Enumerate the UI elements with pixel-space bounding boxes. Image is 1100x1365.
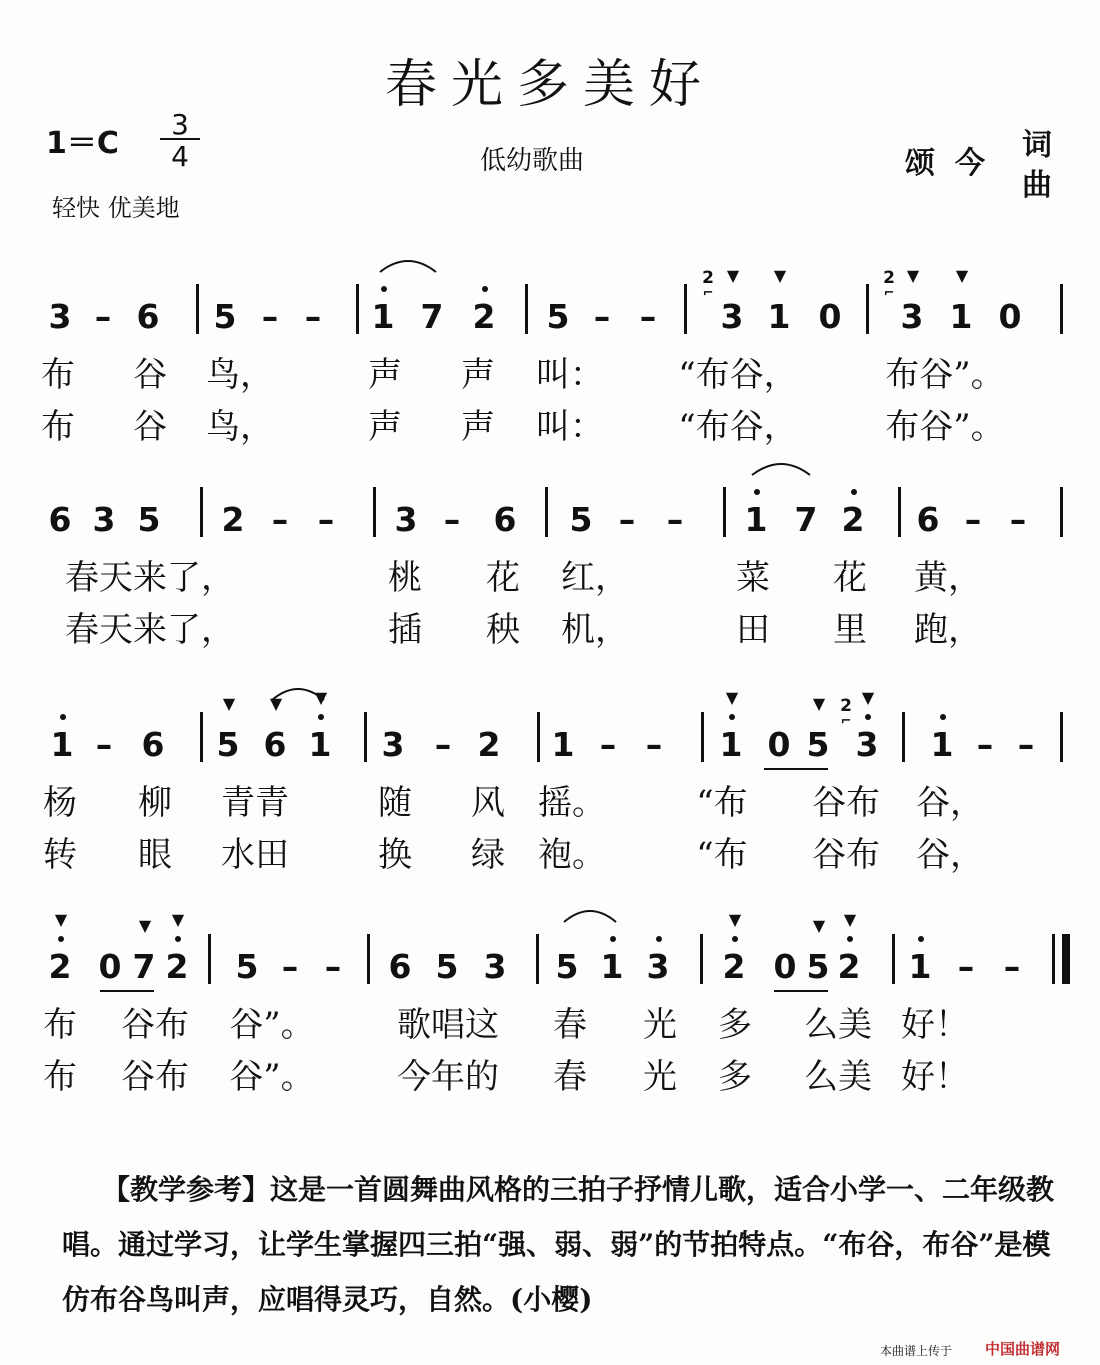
note: 1 [50, 725, 74, 764]
accent-mark: ▼ [314, 688, 328, 707]
note: – [957, 947, 975, 986]
subtitle: 低幼歌曲 [480, 146, 585, 176]
lyric-syllable: 好！ [901, 1057, 969, 1097]
bar-line [545, 487, 548, 537]
note: 3 [48, 297, 72, 336]
lyric-syllable: 多 [718, 1005, 752, 1045]
bar-line [902, 712, 905, 762]
note: 2 [221, 500, 245, 539]
lyric-syllable: 青青 [221, 783, 289, 823]
slur [564, 906, 616, 926]
note: 2 [477, 725, 501, 764]
note: 0 [98, 947, 122, 986]
note: – [666, 500, 684, 539]
lyric-syllable: 么美 [804, 1057, 872, 1097]
accent-mark: ▼ [906, 266, 920, 285]
meter-denominator: 4 [160, 138, 200, 173]
lyric-syllable: 谷 [133, 407, 167, 447]
note: 1 [371, 297, 395, 336]
bar-line [1052, 934, 1055, 984]
note: 6 [916, 500, 940, 539]
lyric-syllable: 布 [43, 1005, 77, 1045]
slur [380, 256, 436, 276]
lyric-syllable: 春天来了， [65, 610, 235, 650]
bar-line [684, 284, 687, 334]
note: 1 [308, 725, 332, 764]
note: – [1009, 500, 1027, 539]
octave-dot [610, 936, 616, 942]
lyric-syllable: 田 [736, 610, 770, 650]
eighth-underline [764, 768, 828, 770]
accent-mark: ▼ [861, 688, 875, 707]
note: 3 [646, 947, 670, 986]
note: 6 [48, 500, 72, 539]
lyric-syllable: “布谷， [678, 407, 798, 447]
lyric-syllable: 桃 [388, 558, 422, 598]
lyric-syllable: 谷布 [121, 1005, 189, 1045]
accent-mark: ▼ [222, 694, 236, 713]
note: 5 [137, 500, 161, 539]
lyric-syllable: 跑， [914, 610, 982, 650]
note: 1 [908, 947, 932, 986]
bar-line [356, 284, 359, 334]
note: – [317, 500, 335, 539]
accent-mark: ▼ [725, 688, 739, 707]
accent-mark: ▼ [812, 694, 826, 713]
eighth-underline [774, 990, 828, 992]
bar-line [208, 934, 211, 984]
lyric-syllable: 声 [368, 407, 402, 447]
note: – [94, 297, 112, 336]
bar-line [364, 712, 367, 762]
octave-dot [381, 286, 387, 292]
note: 5 [555, 947, 579, 986]
lyric-syllable: 柳 [138, 783, 172, 823]
note: – [95, 725, 113, 764]
note: 5 [546, 297, 570, 336]
octave-dot [656, 936, 662, 942]
grace-note-target: ⌐ [702, 286, 714, 301]
note: 0 [998, 297, 1022, 336]
octave-dot [318, 714, 324, 720]
grace-note [840, 698, 852, 728]
bar-line [536, 934, 539, 984]
note: 6 [136, 297, 160, 336]
lyric-syllable: 声 [461, 355, 495, 395]
octave-dot [729, 714, 735, 720]
lyric-syllable: 摇。 [538, 783, 606, 823]
meter-numerator: 3 [171, 108, 189, 141]
lyric-syllable: 机， [561, 610, 629, 650]
note: 5 [806, 947, 830, 986]
lyric-syllable: 随 [378, 783, 412, 823]
lyric-syllable: 里 [833, 610, 867, 650]
lyric-syllable: 谷 [133, 355, 167, 395]
note: 0 [773, 947, 797, 986]
lyric-syllable: 好！ [901, 1005, 969, 1045]
note: 0 [818, 297, 842, 336]
lyric-syllable: 谷”。 [229, 1057, 315, 1097]
bar-line [525, 284, 528, 334]
bar-line [196, 284, 199, 334]
note: – [976, 725, 994, 764]
final-bar-line [1062, 934, 1070, 984]
lyric-syllable: “布 [696, 783, 748, 823]
credit-lyric: 词 [1022, 128, 1052, 163]
note: – [964, 500, 982, 539]
bar-line [1060, 284, 1063, 334]
note: 3 [900, 297, 924, 336]
grace-note-target: ⌐ [840, 714, 852, 729]
lyric-syllable: 春 [553, 1057, 587, 1097]
note: 6 [141, 725, 165, 764]
grace-note-target: ⌐ [883, 286, 895, 301]
note: 1 [949, 297, 973, 336]
lyric-syllable: 叫： [536, 355, 604, 395]
octave-dot [940, 714, 946, 720]
lyric-syllable: 么美 [804, 1005, 872, 1045]
bar-line [1060, 712, 1063, 762]
bar-line [701, 712, 704, 762]
note: – [304, 297, 322, 336]
lyric-syllable: 菜 [736, 558, 770, 598]
lyric-syllable: 花 [833, 558, 867, 598]
lyric-syllable: 杨 [43, 783, 77, 823]
note: – [434, 725, 452, 764]
note: 3 [381, 725, 405, 764]
lyric-syllable: 谷布 [812, 835, 880, 875]
note: 3 [92, 500, 116, 539]
octave-dot [482, 286, 488, 292]
bar-line [866, 284, 869, 334]
note: 6 [388, 947, 412, 986]
accent-mark: ▼ [54, 910, 68, 929]
bar-line [898, 487, 901, 537]
octave-dot [754, 489, 760, 495]
octave-dot [847, 936, 853, 942]
accent-mark: ▼ [726, 266, 740, 285]
note: – [618, 500, 636, 539]
note: – [281, 947, 299, 986]
lyric-syllable: 春天来了， [65, 558, 235, 598]
footer-text: 本曲谱上传于 [880, 1344, 953, 1358]
note: 1 [600, 947, 624, 986]
lyric-syllable: “布 [696, 835, 748, 875]
lyric-syllable: 春 [553, 1005, 587, 1045]
bar-line [367, 934, 370, 984]
lyric-syllable: 布 [41, 355, 75, 395]
lyric-syllable: 秧 [486, 610, 520, 650]
lyric-syllable: 今年的 [397, 1057, 499, 1097]
note: 5 [235, 947, 259, 986]
octave-dot [732, 936, 738, 942]
note: 1 [767, 297, 791, 336]
accent-mark: ▼ [812, 916, 826, 935]
note: – [1003, 947, 1021, 986]
lyric-syllable: 光 [643, 1005, 677, 1045]
note: – [645, 725, 663, 764]
accent-mark: ▼ [171, 910, 185, 929]
lyric-syllable: 转 [43, 835, 77, 875]
lyric-syllable: 谷布 [812, 783, 880, 823]
lyric-syllable: 红， [561, 558, 629, 598]
note: 1 [930, 725, 954, 764]
octave-dot [58, 936, 64, 942]
bar-line [537, 712, 540, 762]
tempo-marking: 轻快 优美地 [52, 194, 180, 222]
note: 3 [855, 725, 879, 764]
lyric-syllable: 风 [471, 783, 505, 823]
lyric-syllable: 谷布 [121, 1057, 189, 1097]
grace-note-value: 2 [702, 268, 714, 288]
octave-dot [918, 936, 924, 942]
bar-line [1060, 487, 1063, 537]
slur [752, 459, 810, 479]
lyric-syllable: 布谷”。 [885, 407, 1005, 447]
lyric-syllable: 鸟， [206, 355, 274, 395]
teaching-notes: 【教学参考】这是一首圆舞曲风格的三拍子抒情儿歌，适合小学一、二年级教唱。通过学习，让学生掌握四三拍“强、弱、弱”的节拍特点。“布谷，布谷”是模仿布谷鸟叫声，应唱得灵巧，自然。(小樱) [62, 1173, 1055, 1316]
lyric-syllable: 绿 [471, 835, 505, 875]
note: – [261, 297, 279, 336]
lyric-syllable: 歌唱这 [397, 1005, 499, 1045]
bar-line [723, 487, 726, 537]
author: 颂今 [905, 146, 1005, 181]
lyric-syllable: “布谷， [678, 355, 798, 395]
grace-note-value: 2 [840, 696, 852, 716]
note: 7 [132, 947, 156, 986]
grace-note [702, 270, 714, 300]
bar-line [373, 487, 376, 537]
grace-note [883, 270, 895, 300]
note: 2 [722, 947, 746, 986]
accent-mark: ▼ [269, 694, 283, 713]
note: 2 [841, 500, 865, 539]
octave-dot [851, 489, 857, 495]
lyric-syllable: 谷”。 [229, 1005, 315, 1045]
note: – [1017, 725, 1035, 764]
note: 5 [435, 947, 459, 986]
note: – [593, 297, 611, 336]
note: 1 [719, 725, 743, 764]
lyric-syllable: 多 [718, 1057, 752, 1097]
lyric-syllable: 插 [388, 610, 422, 650]
lyric-syllable: 袍。 [538, 835, 606, 875]
note: 2 [48, 947, 72, 986]
grace-note-value: 2 [883, 268, 895, 288]
lyric-syllable: 花 [486, 558, 520, 598]
note: 3 [720, 297, 744, 336]
note: 7 [420, 297, 444, 336]
note: 2 [165, 947, 189, 986]
note: 6 [263, 725, 287, 764]
bar-line [700, 934, 703, 984]
note: 2 [837, 947, 861, 986]
lyric-syllable: 声 [461, 407, 495, 447]
accent-mark: ▼ [955, 266, 969, 285]
accent-mark: ▼ [843, 910, 857, 929]
lyric-syllable: 换 [378, 835, 412, 875]
note: – [324, 947, 342, 986]
eighth-underline [100, 990, 154, 992]
note: – [271, 500, 289, 539]
accent-mark: ▼ [773, 266, 787, 285]
note: – [599, 725, 617, 764]
note: – [639, 297, 657, 336]
key-signature: 1＝C [46, 126, 119, 161]
lyric-syllable: 布 [41, 407, 75, 447]
footer-brand: 中国曲谱网 [985, 1340, 1061, 1358]
note: 5 [806, 725, 830, 764]
bar-line [200, 712, 203, 762]
accent-mark: ▼ [138, 916, 152, 935]
note: 5 [216, 725, 240, 764]
lyric-syllable: 谷， [916, 835, 984, 875]
note: 3 [394, 500, 418, 539]
note: 5 [569, 500, 593, 539]
note: 6 [493, 500, 517, 539]
bar-line [200, 487, 203, 537]
octave-dot [60, 714, 66, 720]
accent-mark: ▼ [728, 910, 742, 929]
lyric-syllable: 谷， [916, 783, 984, 823]
lyric-syllable: 水田 [221, 835, 289, 875]
page-title: 春光多美好 [384, 55, 715, 115]
lyric-syllable: 布 [43, 1057, 77, 1097]
octave-dot [175, 936, 181, 942]
note: 7 [794, 500, 818, 539]
note: 1 [551, 725, 575, 764]
lyric-syllable: 黄， [914, 558, 982, 598]
lyric-syllable: 眼 [138, 835, 172, 875]
slur [272, 684, 324, 704]
note: – [443, 500, 461, 539]
lyric-syllable: 叫： [536, 407, 604, 447]
lyric-syllable: 鸟， [206, 407, 274, 447]
lyric-syllable: 布谷”。 [885, 355, 1005, 395]
note: 2 [472, 297, 496, 336]
bar-line [892, 934, 895, 984]
octave-dot [865, 714, 871, 720]
note: 1 [744, 500, 768, 539]
note: 5 [213, 297, 237, 336]
lyric-syllable: 光 [643, 1057, 677, 1097]
note: 3 [483, 947, 507, 986]
lyric-syllable: 声 [368, 355, 402, 395]
note: 0 [767, 725, 791, 764]
credit-music: 曲 [1022, 168, 1052, 203]
